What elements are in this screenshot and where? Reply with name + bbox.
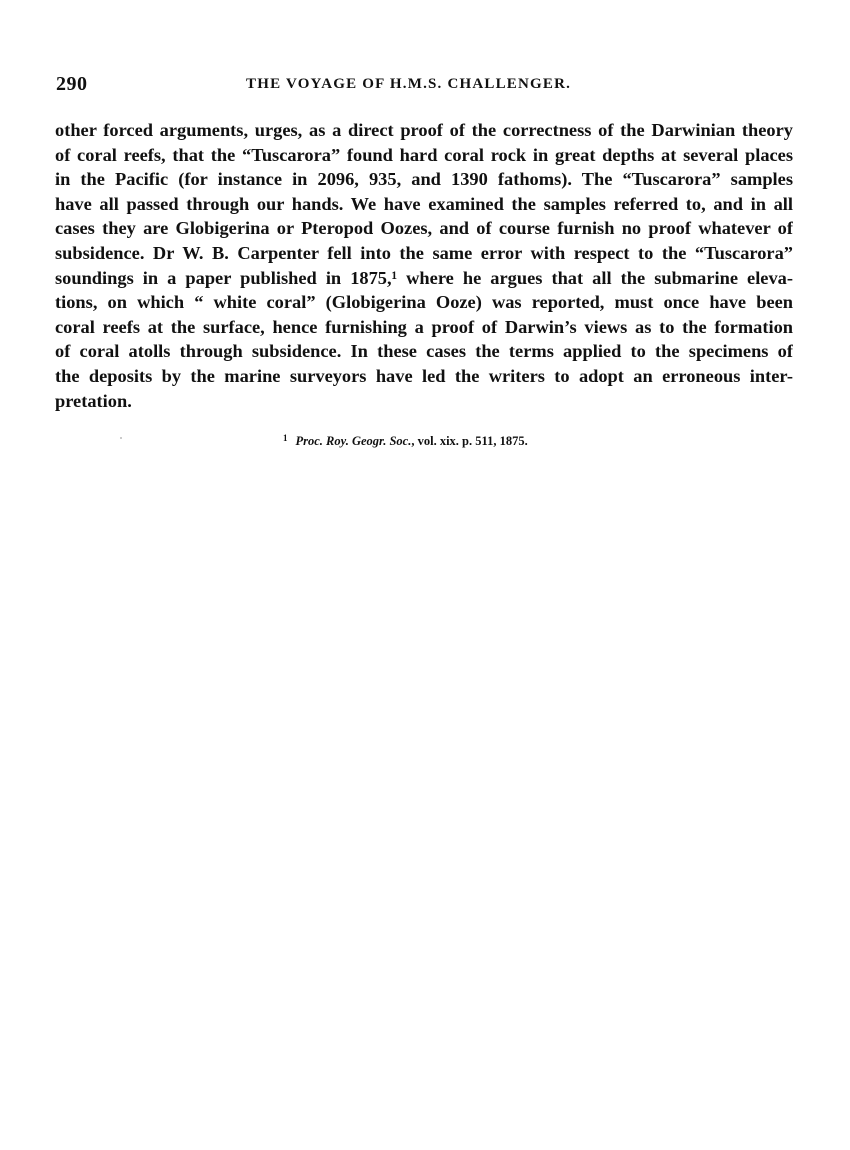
running-head xyxy=(56,73,792,99)
footnote-details: , vol. xix. p. 511, 1875. xyxy=(411,434,528,448)
running-title: THE VOYAGE OF H.M.S. CHALLENGER. xyxy=(246,76,572,92)
footnote-journal: Proc. Roy. Geogr. Soc. xyxy=(295,434,412,448)
footnote-marker: 1 xyxy=(283,433,288,443)
text-line: pretation. xyxy=(55,390,132,411)
text-line: have all passed through our hands. We have examined the samples referred to, and in all xyxy=(55,193,793,214)
text-line: subsidence. Dr W. B. Carpenter fell into the same error with respect to the “Tuscarora” xyxy=(55,242,793,263)
footnote xyxy=(283,433,528,449)
text-line: the deposits by the marine surveyors have led the writers to adopt an erroneous inter- xyxy=(55,365,793,386)
print-speck xyxy=(120,437,122,439)
text-line: other forced arguments, urges, as a direct proof of the correctness of the Darwinian theory xyxy=(55,120,793,140)
text-line: tions, on which “ white coral” (Globigerina Ooze) was reported, must once have been xyxy=(55,292,793,313)
text-line: cases they are Globigerina or Pteropod Oozes, and of course furnish no proof whatever of xyxy=(55,218,793,239)
text-line: coral reefs at the surface, hence furnishing a proof of Darwin’s views as to the formation xyxy=(55,316,793,337)
text-line: of coral reefs, that the “Tuscarora” found hard coral rock in great depths at several places xyxy=(55,144,793,165)
page-number: 290 xyxy=(56,73,88,95)
text-line: in the Pacific (for instance in 2096, 935, and 1390 fathoms). The “Tuscarora” samples xyxy=(55,169,793,190)
text-line: soundings in a paper published in 1875,¹ where he argues that all the submarine eleva- xyxy=(55,267,793,288)
body-paragraph xyxy=(55,118,793,413)
text-line: of coral atolls through subsidence. In these cases the terms applied to the specimens of xyxy=(55,341,793,362)
